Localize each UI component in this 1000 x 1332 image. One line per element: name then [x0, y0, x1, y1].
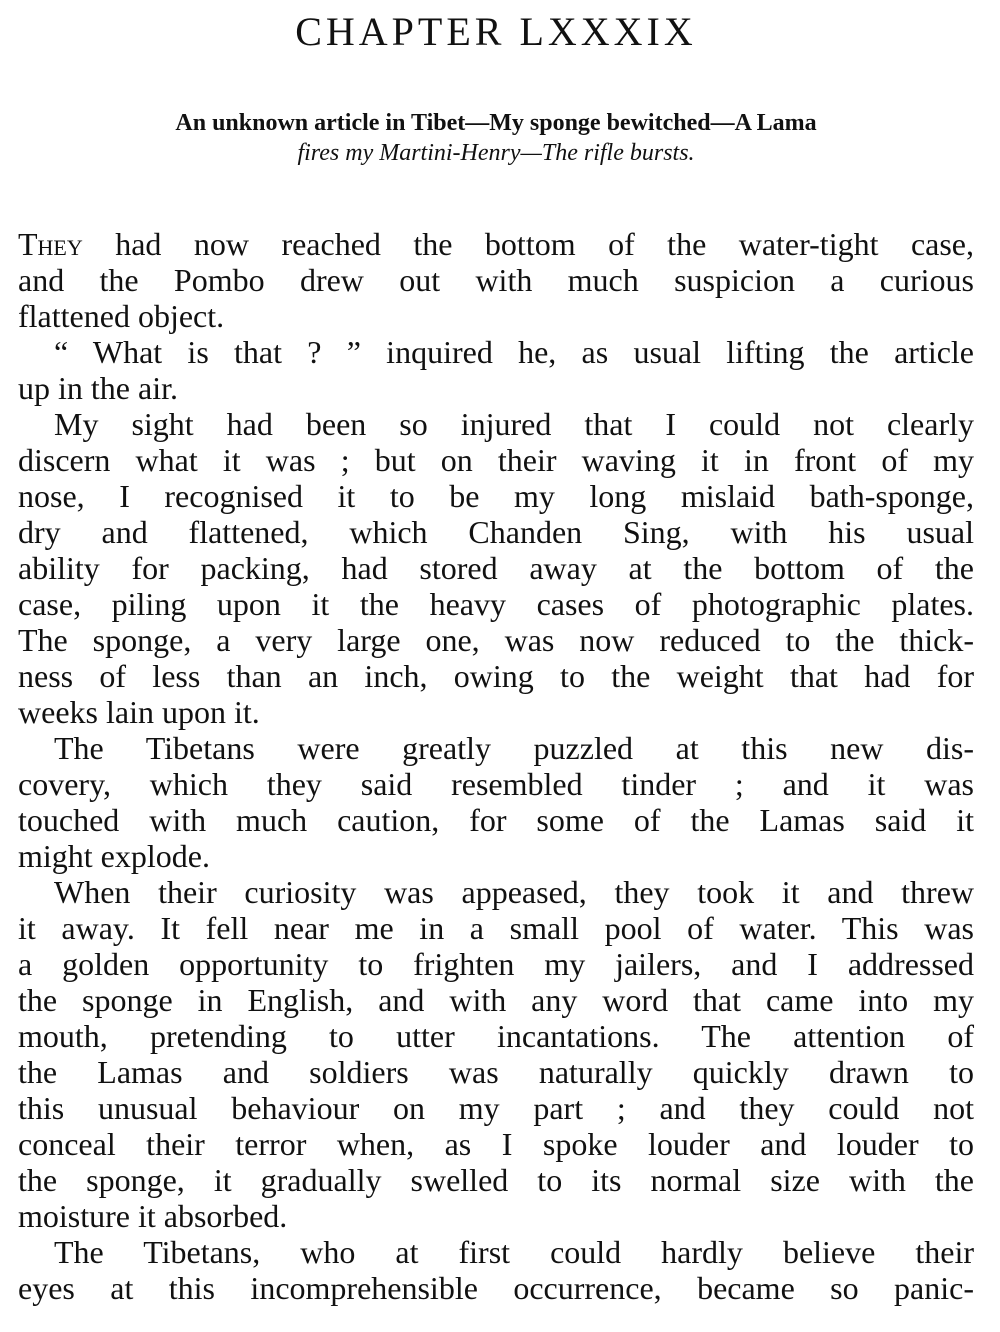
- drop-word: They: [18, 226, 83, 262]
- text-line: and the Pombo drew out with much suspicion a curious: [18, 262, 974, 298]
- chapter-summary-line: fires my Martini-Henry—The rifle bursts.: [297, 140, 695, 166]
- text-line-content: had now reached the bottom of the water-tight case,: [82, 226, 974, 262]
- text-line: touched with much caution, for some of the Lamas said it: [18, 802, 974, 838]
- paragraph: [18, 226, 974, 334]
- text-line: ness of less than an inch, owing to the weight that had for: [18, 658, 974, 694]
- text-line: The sponge, a very large one, was now reduced to the thick-: [18, 622, 974, 658]
- text-line: case, piling upon it the heavy cases of photographic plates.: [18, 586, 974, 622]
- paragraph: [18, 406, 974, 730]
- text-line: My sight had been so injured that I could not clearly: [54, 406, 974, 442]
- text-line: eyes at this incomprehensible occurrence, became so panic-: [18, 1270, 974, 1306]
- text-line: it away. It fell near me in a small pool of water. This was: [18, 910, 974, 946]
- text-line: The Tibetans were greatly puzzled at this new dis-: [54, 730, 974, 766]
- text-line: the Lamas and soldiers was naturally quickly drawn to: [18, 1054, 974, 1090]
- text-line: this unusual behaviour on my part ; and they could not: [18, 1090, 974, 1126]
- text-line: nose, I recognised it to be my long mislaid bath-sponge,: [18, 478, 974, 514]
- text-line: up in the air.: [18, 370, 178, 406]
- text-line: a golden opportunity to frighten my jailers, and I addressed: [18, 946, 974, 982]
- paragraph: [18, 730, 974, 874]
- text-line: weeks lain upon it.: [18, 694, 260, 730]
- text-line: conceal their terror when, as I spoke louder and louder to: [18, 1126, 974, 1162]
- text-line: “ What is that ? ” inquired he, as usual lifting the article: [54, 334, 974, 370]
- text-line: mouth, pretending to utter incantations. The attention of: [18, 1018, 974, 1054]
- text-line: discern what it was ; but on their waving it in front of my: [18, 442, 974, 478]
- text-line: flattened object.: [18, 298, 225, 334]
- paragraph: [18, 874, 974, 1234]
- text-line: moisture it absorbed.: [18, 1198, 288, 1234]
- chapter-summary: [18, 108, 974, 168]
- text-line: When their curiosity was appeased, they took it and threw: [54, 874, 974, 910]
- chapter-heading: CHAPTER LXXXIX: [295, 9, 697, 54]
- paragraph: [18, 1234, 974, 1306]
- text-line: The Tibetans, who at first could hardly believe their: [54, 1234, 974, 1270]
- text-line: covery, which they said resembled tinder ; and it was: [18, 766, 974, 802]
- text-line: dry and flattened, which Chanden Sing, with his usual: [18, 514, 974, 550]
- text-line: the sponge in English, and with any word that came into my: [18, 982, 974, 1018]
- body-text: [18, 226, 974, 1306]
- text-line: might explode.: [18, 838, 210, 874]
- text-line: [18, 226, 974, 262]
- paragraph: [18, 334, 974, 406]
- text-line: the sponge, it gradually swelled to its normal size with the: [18, 1162, 974, 1198]
- book-page: [18, 0, 974, 1332]
- chapter-summary-line: An unknown article in Tibet—My sponge bewitched—A Lama: [175, 110, 817, 136]
- text-line: ability for packing, had stored away at the bottom of the: [18, 550, 974, 586]
